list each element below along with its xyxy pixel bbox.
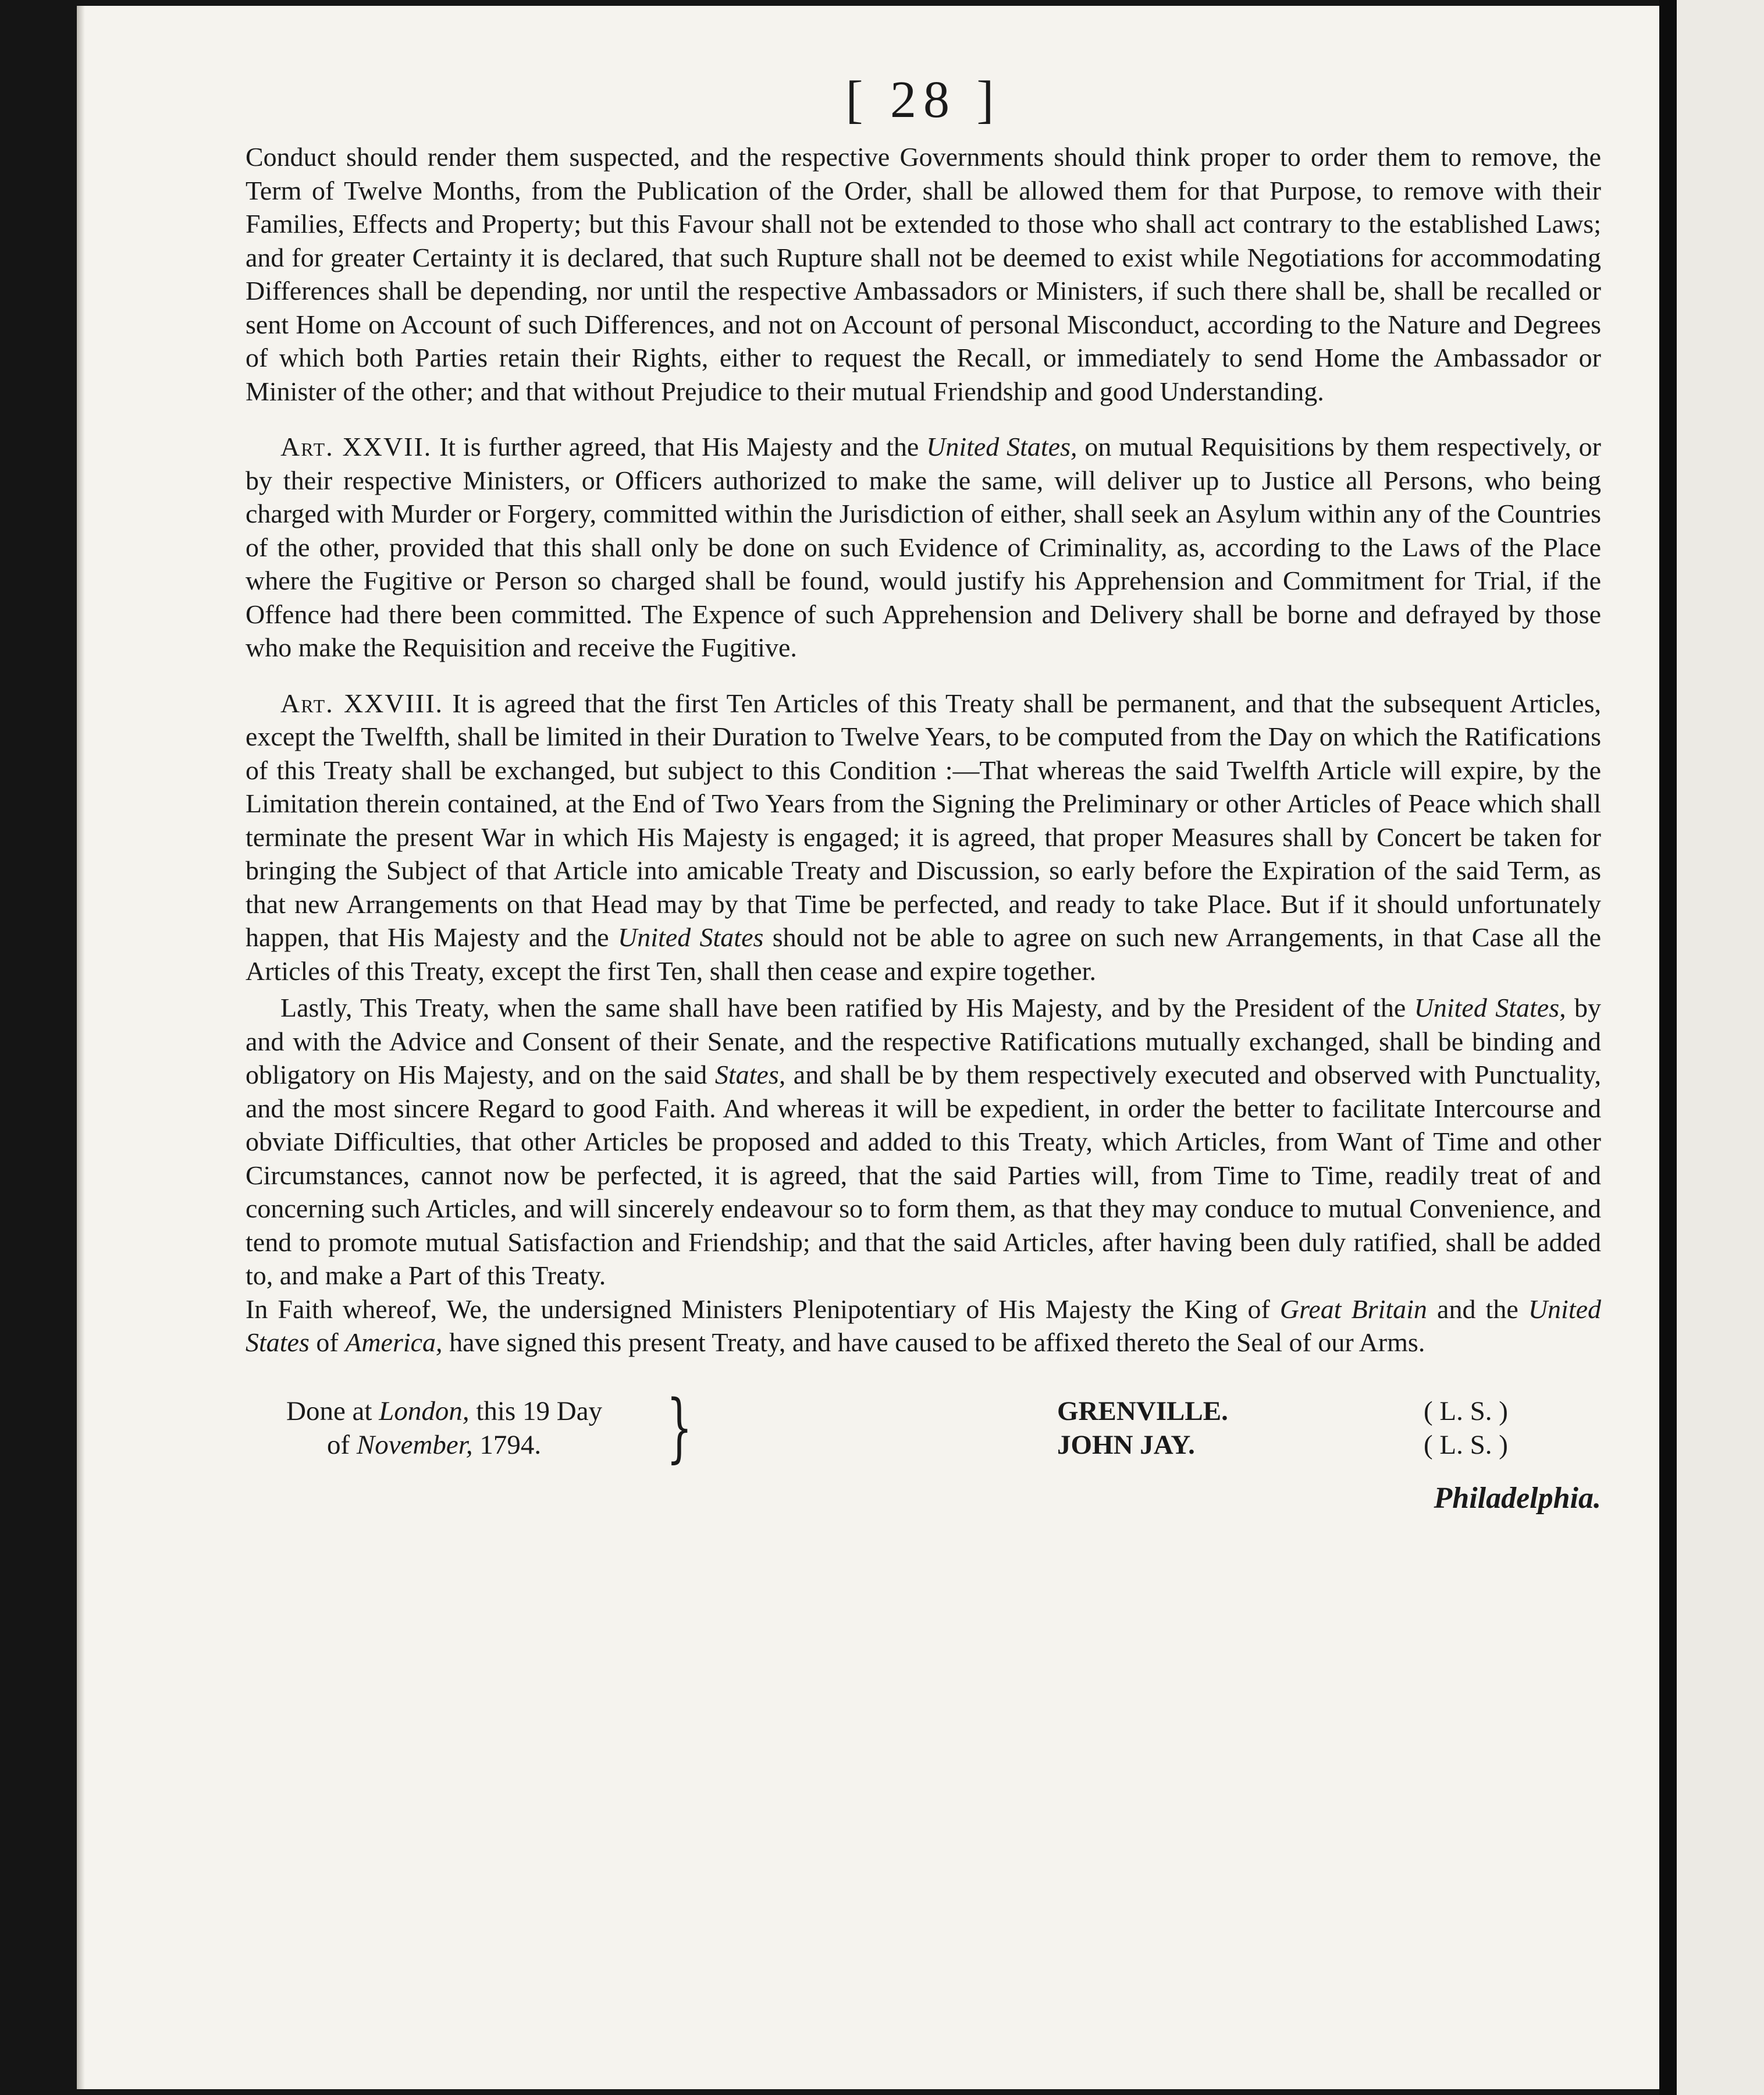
article-28-text-1: It is agreed that the first Ten Articles of this Treaty shall be permanent, and that the subsequent Articles, except the Twelfth, shall be limited in their Duration to Twelve Years, to be computed from the Day on which the Ratifications of this Treaty shall be exchanged, but subject to this Condition :—That whereas the said Twelfth Article will expire, by the Limitation therein contained, at the End of Two Years from the Signing the Preliminary or other Articles of Peace which shall terminate the present War in which His Majesty is engaged; it is agreed, that proper Measures shall by Concert be taken for bringing the Subject of that Article into amicable Treaty and Discussion, so early before the Expiration of the said Term, as that new Arrangements on that Head may by that Time be perfected, and ready to take Place. But if it should unfortunately happen, that His Majesty and the: [246, 688, 1602, 952]
signature-block: [246, 1384, 1601, 1575]
paragraph-article-27: [246, 430, 1601, 665]
faith-of: of: [316, 1327, 339, 1357]
faith-united-states: United States: [246, 1294, 1602, 1357]
faith-america: America,: [345, 1327, 443, 1357]
done-at-line-2: [286, 1428, 647, 1462]
lastly-text-3: and shall be by them respectively executed and observed with Punctuality, and the most sincere Regard to good Faith. And whereas it will be expedient, in order the better to facilitate Intercourse and obviate Difficulties, that other Articles be proposed and added to this Treaty, which Articles, from Want of Time and other Circumstances, cannot now be perfected, it is agreed, that the said Parties will, from Time to Time, readily treat of and concerning such Articles, and will sincerely endeavour so to form them, as that they may conduce to mutual Convenience, and tend to promote mutual Satisfaction and Friendship; and that the said Articles, after having been duly ratified, shall be added to, and make a Part of this Treaty.: [246, 1060, 1602, 1290]
done-at-statement: [286, 1394, 647, 1462]
continuation-text: Conduct should render them suspected, and the respective Governments should think proper to order them to remove, the Term of Twelve Months, from the Publication of the Order, shall be allowed them for that Purpose, to remove with their Families, Effects and Property; but this Favour shall not be extended to those who shall act contrary to the established Laws; and for greater Certainty it is declared, that such Rupture shall not be deemed to exist while Negotiations for accommodating Differences shall be depending, nor until the respective Ambassadors or Ministers, if such there shall be, shall be recalled or sent Home on Account of such Differences, and not on Account of personal Misconduct, according to the Nature and Degrees of which both Parties retain their Rights, either to request the Recall, or immediately to send Home the Ambassador or Minister of the other; and that without Prejudice to their mutual Friendship and good Understanding.: [246, 142, 1601, 406]
signer-john-jay: JOHN JAY.: [1057, 1429, 1195, 1460]
done-at-day: this 19 Day: [476, 1396, 603, 1426]
signer-grenville: GRENVILLE.: [1057, 1396, 1228, 1426]
signer-names: [1057, 1394, 1301, 1462]
done-at-text: Done at: [286, 1396, 372, 1426]
page-text-block: [246, 70, 1601, 1575]
done-at-year: 1794.: [479, 1429, 542, 1460]
done-at-london: London,: [379, 1396, 470, 1426]
faith-text-2: have signed this present Treaty, and have caused to be affixed thereto the Seal of our Arms.: [449, 1327, 1425, 1357]
article-28-text-2: should not be able to agree on such new Arrangements, in that Case all the Articles of this Treaty, except the first Ten, shall then cease and expire together.: [246, 922, 1601, 986]
facing-page-edge: [1677, 0, 1764, 2095]
article-27-label: Art. XXVII.: [280, 432, 432, 461]
catchword: Philadelphia.: [1434, 1481, 1601, 1515]
paragraph-continuation: [246, 140, 1601, 408]
done-at-november: November,: [356, 1429, 473, 1460]
lastly-united-states: United States,: [1414, 993, 1566, 1022]
seal-mark-2: ( L. S. ): [1424, 1429, 1508, 1460]
faith-text-1: In Faith whereof, We, the undersigned Ministers Plenipotentiary of His Majesty the King of: [246, 1294, 1270, 1324]
document-page: [77, 6, 1659, 2089]
lastly-text-2: by and with the Advice and Consent of their Senate, and the respective Ratifications mutually exchanged, shall be binding and obligatory on His Majesty, and on the said: [246, 993, 1602, 1089]
paragraph-lastly: [246, 991, 1601, 1359]
faith-great-britain: Great Britain: [1279, 1294, 1427, 1324]
seal-mark-1: ( L. S. ): [1424, 1396, 1508, 1426]
done-at-of: of: [327, 1429, 350, 1460]
seal-marks: [1424, 1394, 1598, 1462]
article-28-label: Art. XXVIII.: [280, 688, 444, 718]
done-at-line-1: [286, 1394, 647, 1428]
page-number: [ 28 ]: [845, 71, 1001, 129]
lastly-text-1: Lastly, This Treaty, when the same shall have been ratified by His Majesty, and by the President of the: [280, 993, 1406, 1022]
lastly-states: States,: [714, 1060, 786, 1089]
scan-gutter: [1659, 0, 1677, 2095]
brace-glyph: }: [666, 1384, 693, 1471]
article-27-text-1: It is further agreed, that His Majesty and the: [439, 432, 919, 461]
article-27-united-states: United States,: [926, 432, 1077, 461]
page-gutter-shadow: [77, 6, 85, 2089]
faith-and: and the: [1437, 1294, 1518, 1324]
article-27-text-2: on mutual Requisitions by them respectively, or by their respective Ministers, or Officers authorized to make the same, will deliver up to Justice all Persons, who being charged with Murder or Forgery, committed within the Jurisdiction of either, shall seek an Asylum within any of the Countries of the other, provided that this shall only be done on such Evidence of Criminality, as, according to the Laws of the Place where the Fugitive or Person so charged shall be found, would justify his Apprehension and Commitment for Trial, if the Offence had there been committed. The Expence of such Apprehension and Delivery shall be borne and defrayed by those who make the Requisition and receive the Fugitive.: [246, 432, 1601, 662]
article-28-united-states: United States: [618, 922, 764, 952]
paragraph-article-28: [246, 687, 1601, 988]
